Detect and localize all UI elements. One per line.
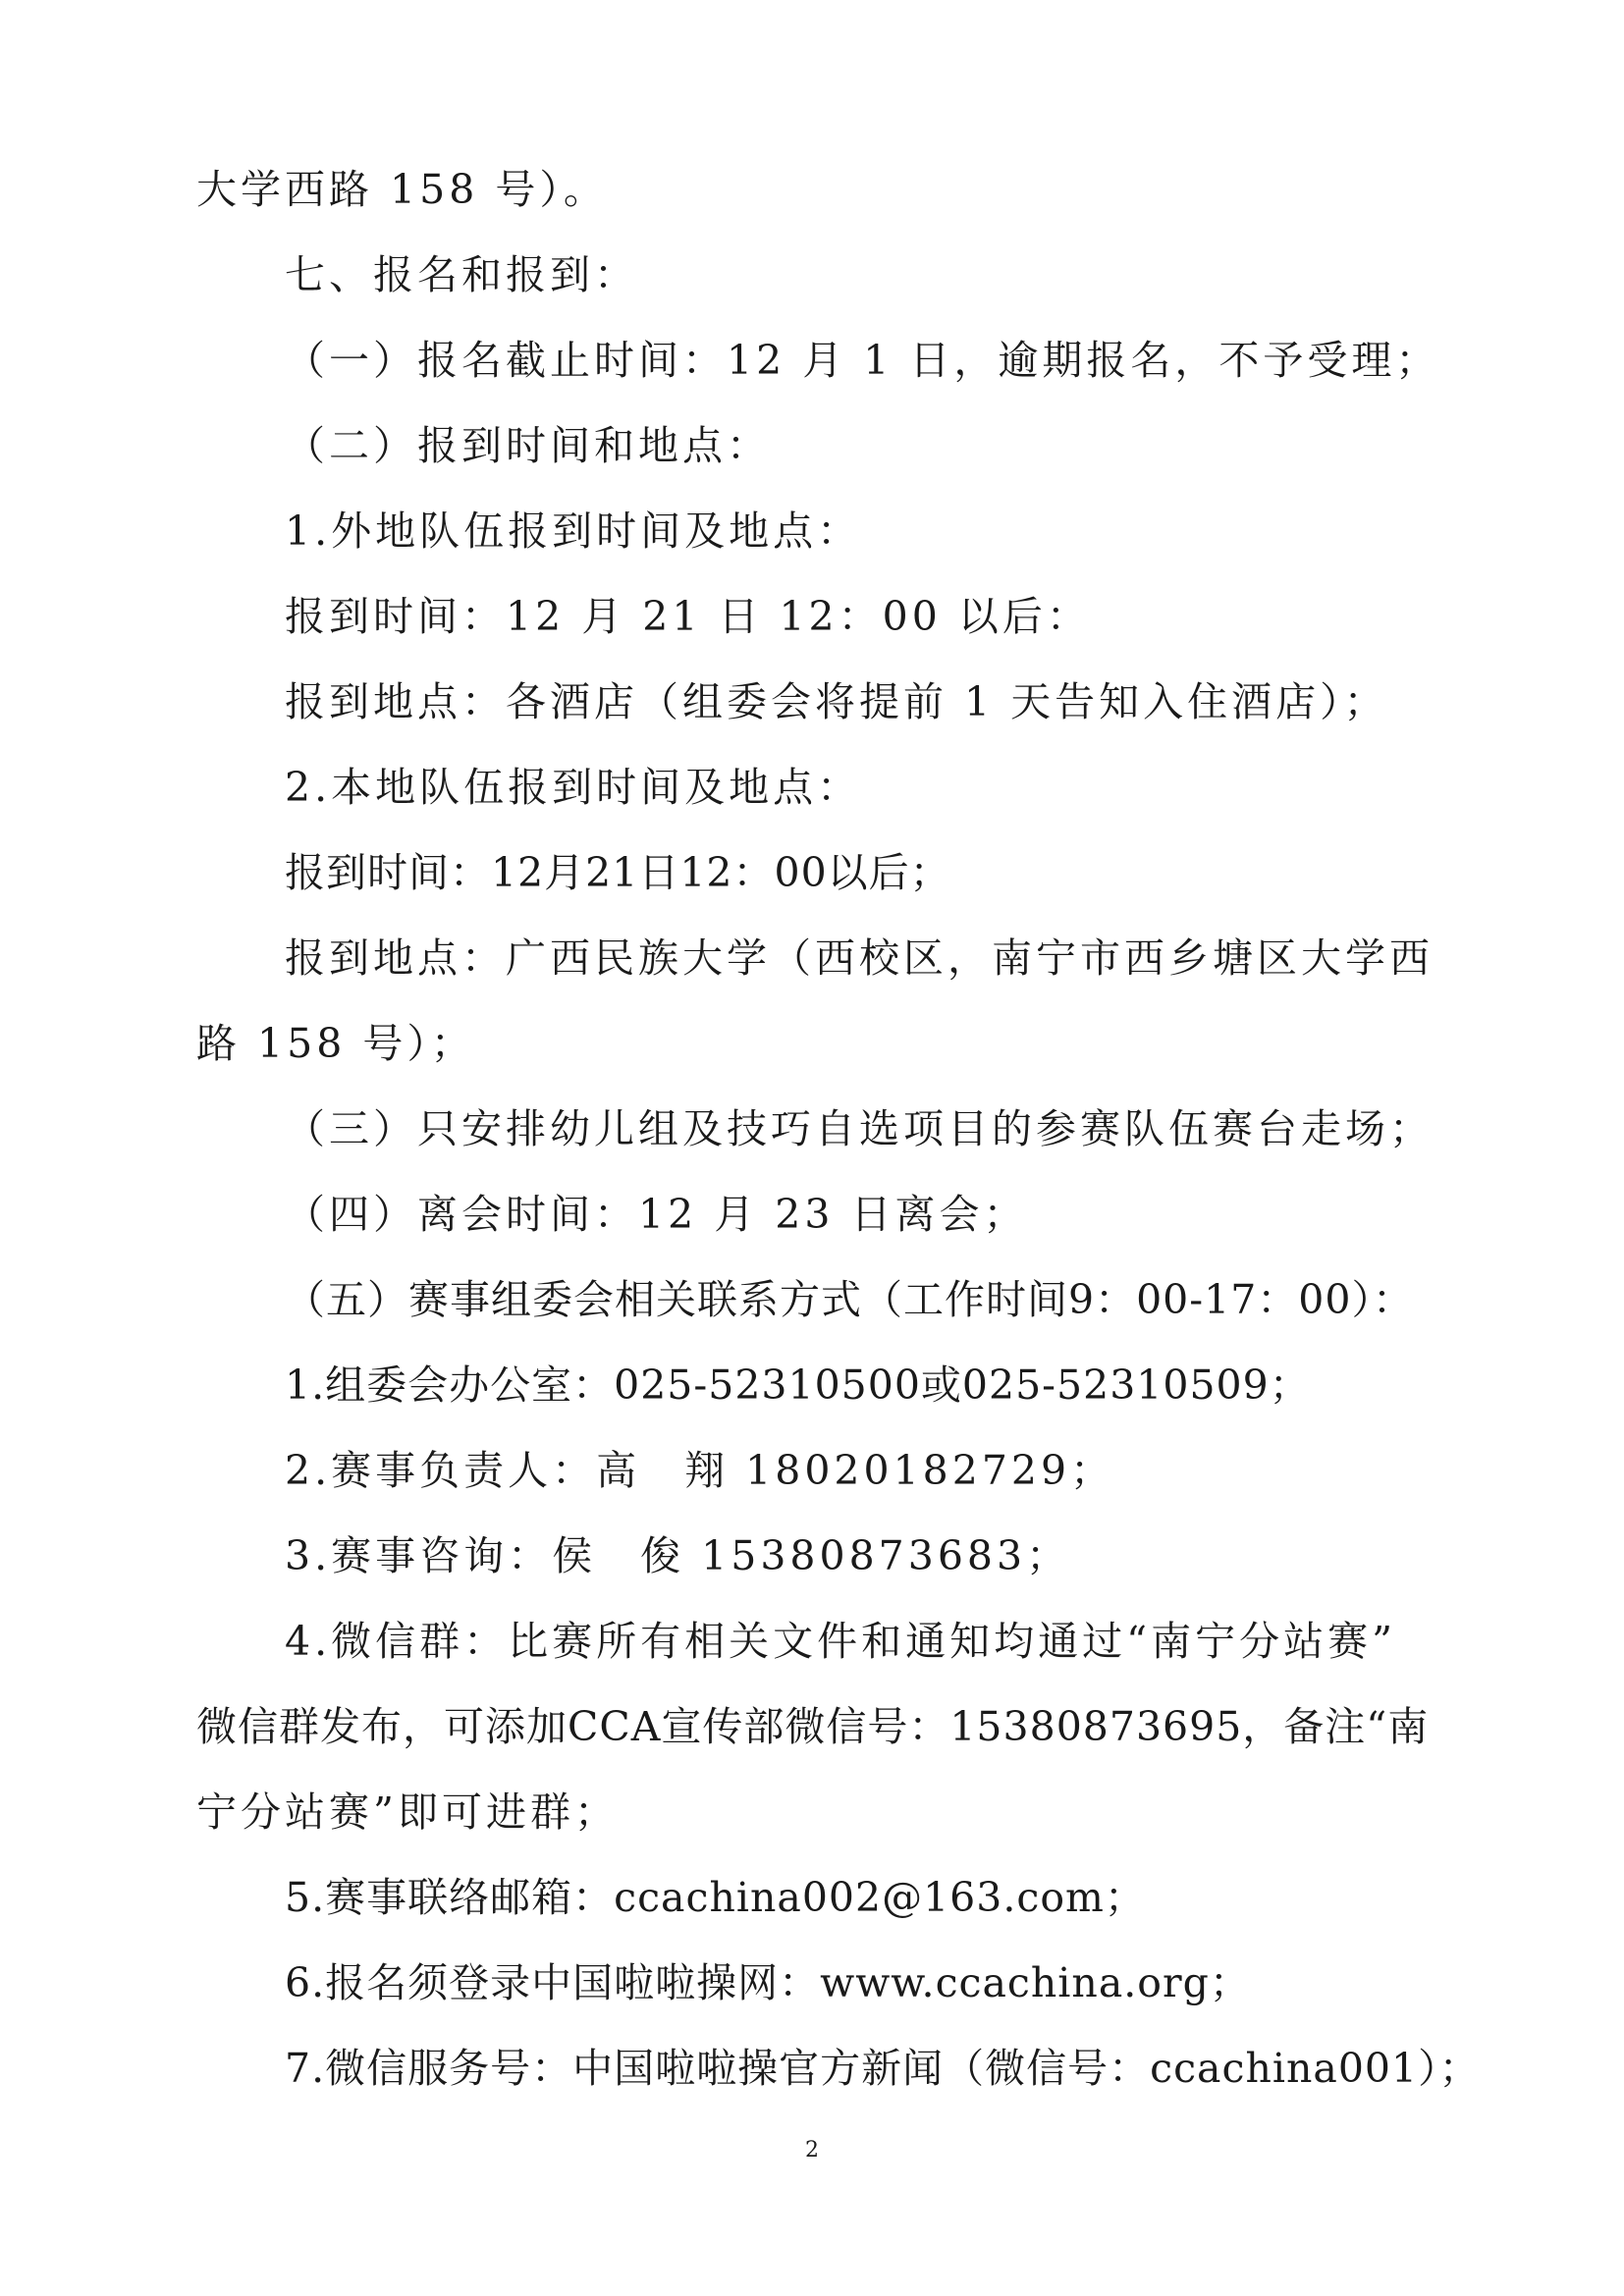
local-check-in-time: 报到时间：12月21日12：00以后； — [285, 849, 951, 896]
document-body — [196, 147, 1481, 2111]
contact-email: 5.赛事联络邮箱：ccachina002@163.com； — [285, 1874, 1146, 1921]
address-continuation: 大学西路 158 号）。 — [196, 166, 608, 213]
local-teams-heading: 2.本地队伍报到时间及地点： — [285, 764, 862, 811]
office-phone: 1.组委会办公室：025-52310500或025-52310509； — [285, 1362, 1311, 1409]
wechat-group-info: 4.微信群：比赛所有相关文件和通知均通过“南宁分站赛” — [285, 1618, 1397, 1665]
out-of-town-check-in-place: 报到地点：各酒店（组委会将提前 1 天告知入住酒店）； — [285, 678, 1388, 725]
check-in-heading: （二）报到时间和地点： — [285, 422, 771, 469]
registration-website: 6.报名须登录中国啦啦操网：www.ccachina.org； — [285, 1959, 1251, 2006]
section-heading-registration: 七、报名和报到： — [285, 251, 638, 298]
stage-walkthrough-note: （三）只安排幼儿组及技巧自选项目的参赛队伍赛台走场； — [285, 1105, 1434, 1152]
local-check-in-place-continuation: 路 158 号）； — [196, 1020, 475, 1067]
contact-heading: （五）赛事组委会相关联系方式（工作时间9：00-17：00）： — [285, 1276, 1414, 1323]
event-lead-contact: 2.赛事负责人：高 翔 18020182729； — [285, 1447, 1115, 1494]
wechat-service-account: 7.微信服务号：中国啦啦操官方新闻（微信号：ccachina001）； — [285, 2045, 1481, 2092]
local-check-in-place: 报到地点：广西民族大学（西校区，南宁市西乡塘区大学西 — [285, 934, 1434, 982]
registration-deadline: （一）报名截止时间：12 月 1 日，逾期报名，不予受理； — [285, 337, 1440, 384]
wechat-group-info-continuation: 微信群发布，可添加CCA宣传部微信号：15380873695，备注“南 — [196, 1703, 1430, 1750]
departure-time: （四）离会时间：12 月 23 日离会； — [285, 1191, 1028, 1238]
out-of-town-check-in-time: 报到时间：12 月 21 日 12：00 以后： — [285, 593, 1091, 640]
page-number: 2 — [805, 2138, 819, 2163]
wechat-group-info-end: 宁分站赛”即可进群； — [196, 1789, 619, 1836]
event-inquiry-contact: 3.赛事咨询：侯 俊 15380873683； — [285, 1532, 1071, 1579]
out-of-town-teams-heading: 1.外地队伍报到时间及地点： — [285, 507, 862, 555]
